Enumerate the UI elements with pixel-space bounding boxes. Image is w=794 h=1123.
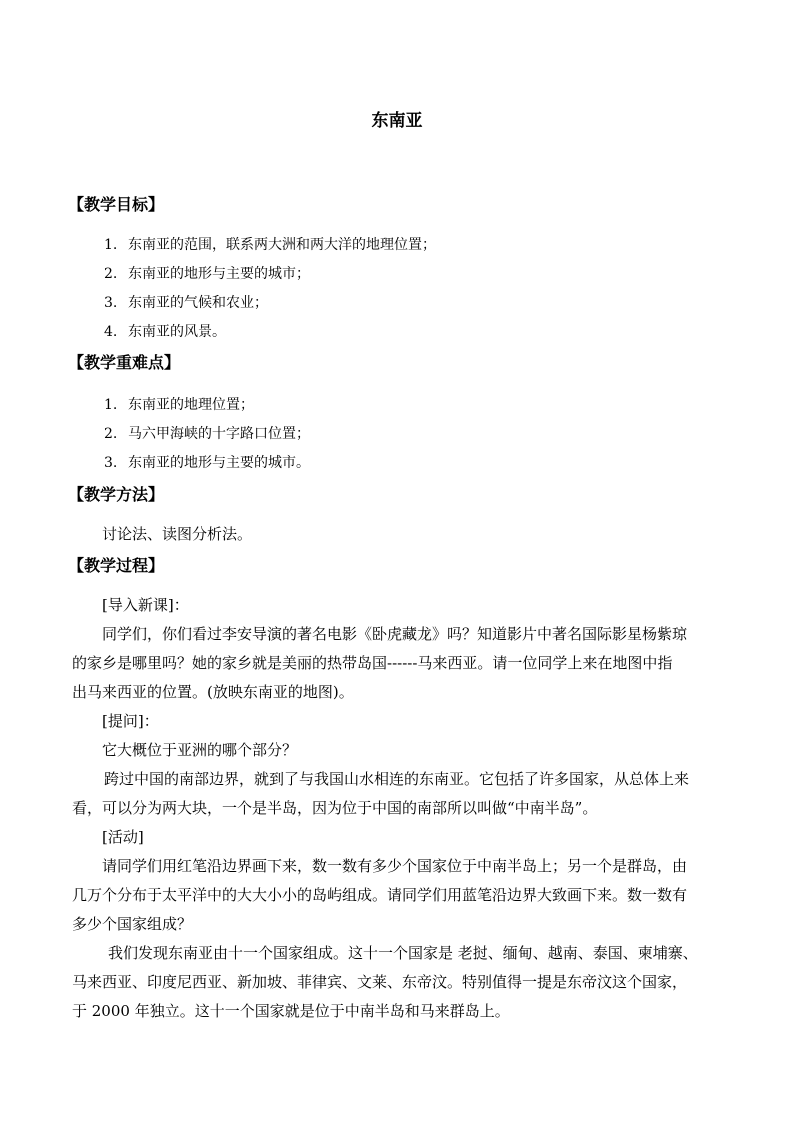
list-item-text: 东南亚的范围，联系两大洲和两大洋的地理位置； <box>128 237 436 253</box>
list-item-text: 东南亚的风景。 <box>128 324 226 340</box>
process-line: 我们发现东南亚由十一个国家组成。这十一个国家是 老挝、缅甸、越南、泰国、柬埔寨、 <box>108 944 698 962</box>
section-heading-objectives: 【教学目标】 <box>68 195 165 214</box>
list-item <box>104 394 254 414</box>
list-item-number: 4. <box>104 324 118 340</box>
list-item-text: 东南亚的地形与主要的城市； <box>128 266 310 282</box>
list-item-number: 2. <box>104 426 118 442</box>
list-item <box>104 263 310 283</box>
list-item-text: 东南亚的地形与主要的城市。 <box>128 455 310 471</box>
section-heading-process: 【教学过程】 <box>68 556 165 575</box>
process-line: 它大概位于亚洲的哪个部分？ <box>102 741 298 759</box>
section-heading-methods: 【教学方法】 <box>68 485 165 504</box>
process-line: 看，可以分为两大块，一个是半岛，因为位于中国的南部所以叫做“中南半岛”。 <box>72 799 598 817</box>
list-item-number: 1. <box>104 237 118 253</box>
process-line: 的家乡是哪里吗？她的家乡就是美丽的热带岛国------马来西亚。请一位同学上来在地图中指 <box>72 654 673 672</box>
list-item <box>104 292 268 312</box>
process-line: 马来西亚、印度尼西亚、新加坡、菲律宾、文莱、东帝汶。特别值得一提是东帝汶这个国家， <box>72 973 688 991</box>
list-item-number: 1. <box>104 397 118 413</box>
process-line: 请同学们用红笔沿边界画下来，数一数有多少个国家位于中南半岛上；另一个是群岛，由 <box>102 857 688 875</box>
methods-text: 讨论法、读图分析法。 <box>102 525 253 543</box>
section-heading-key-points: 【教学重难点】 <box>68 353 181 372</box>
process-line: [活动] <box>102 828 144 846</box>
list-item-text: 马六甲海峡的十字路口位置； <box>128 426 310 442</box>
process-line: 同学们，你们看过李安导演的著名电影《卧虎藏龙》吗？知道影片中著名国际影星杨紫琼 <box>102 625 688 643</box>
process-line: 几万个分布于太平洋中的大大小小的岛屿组成。请同学们用蓝笔沿边界大致画下来。数一数有 <box>72 886 688 904</box>
process-line: 多少个国家组成？ <box>72 915 193 933</box>
list-item-number: 3. <box>104 455 118 471</box>
process-line: 跨过中国的南部边界，就到了与我国山水相连的东南亚。它包括了许多国家，从总体上来 <box>104 770 690 788</box>
process-line: [提问]： <box>102 712 159 730</box>
list-item-number: 2. <box>104 266 118 282</box>
list-item <box>104 321 226 341</box>
list-item <box>104 234 436 254</box>
process-line: 出马来西亚的位置。(放映东南亚的地图)。 <box>72 683 354 701</box>
list-item <box>104 423 310 443</box>
process-line: 于 2000 年独立。这十一个国家就是位于中南半岛和马来群岛上。 <box>72 1002 510 1020</box>
list-item-text: 东南亚的地理位置； <box>128 397 254 413</box>
process-line: [导入新课]： <box>102 596 189 614</box>
list-item-number: 3. <box>104 295 118 311</box>
list-item-text: 东南亚的气候和农业； <box>128 295 268 311</box>
list-item <box>104 452 310 472</box>
page-title: 东南亚 <box>371 111 423 131</box>
